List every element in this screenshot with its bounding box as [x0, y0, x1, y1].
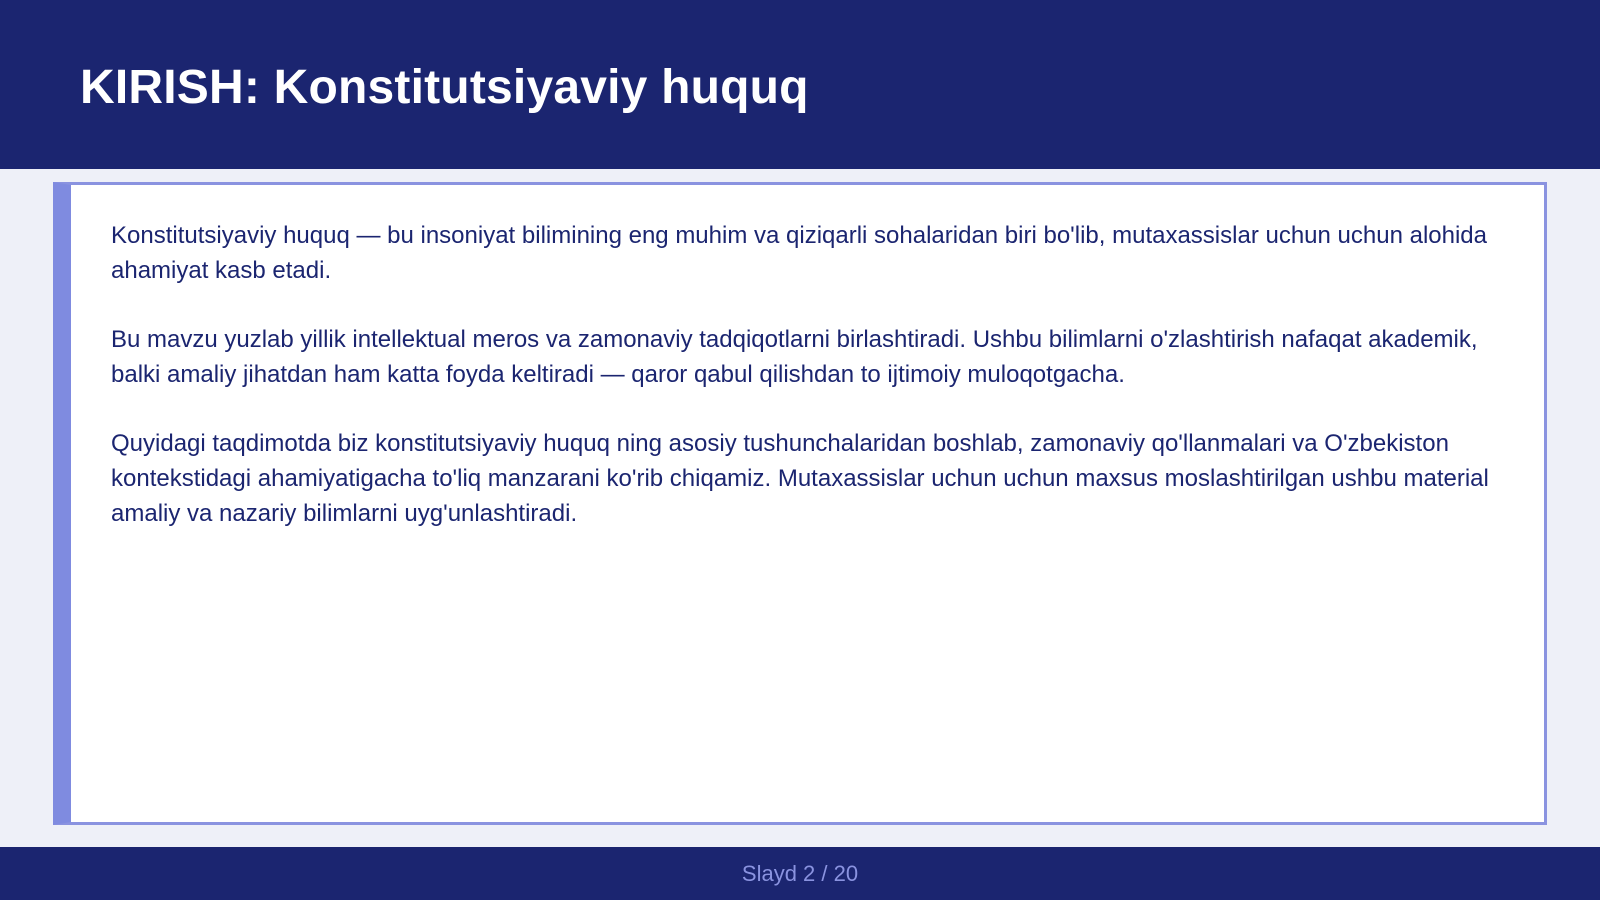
slide-counter: Slayd 2 / 20	[741, 861, 859, 886]
slide-header	[0, 0, 1600, 169]
content-body	[111, 218, 1506, 531]
overview-paragraph: Quyidagi taqdimotda biz konstitutsiyaviy huquq ning asosiy tushunchalaridan boshlab, zamonaviy qo'llanmalari va O'zbekiston kontekstidagi ahamiyatigacha to'liq manzarani ko'rib chiqamiz. Mutaxassislar uchun uchun maxsus moslashtirilgan ushbu material amaliy va nazariy bilimlarni uyg'unlashtiradi.	[111, 430, 1489, 527]
content-card	[53, 182, 1547, 825]
slide-title: KIRISH: Konstitutsiyaviy huquq	[80, 61, 809, 114]
heritage-paragraph: Bu mavzu yuzlab yillik intellektual meros va zamonaviy tadqiqotlarni birlashtiradi. Ushbu bilimlarni o'zlashtirish nafaqat akademik, balki amaliy jihatdan ham katta foyda keltiradi — qaror qabul qilishdan to ijtimoiy muloqotgacha.	[111, 326, 1478, 388]
intro-paragraph: Konstitutsiyaviy huquq — bu insoniyat bilimining eng muhim va qiziqarli sohalaridan biri bo'lib, mutaxassislar uchun uchun alohida ahamiyat kasb etadi.	[111, 222, 1487, 284]
slide-footer	[0, 847, 1600, 900]
